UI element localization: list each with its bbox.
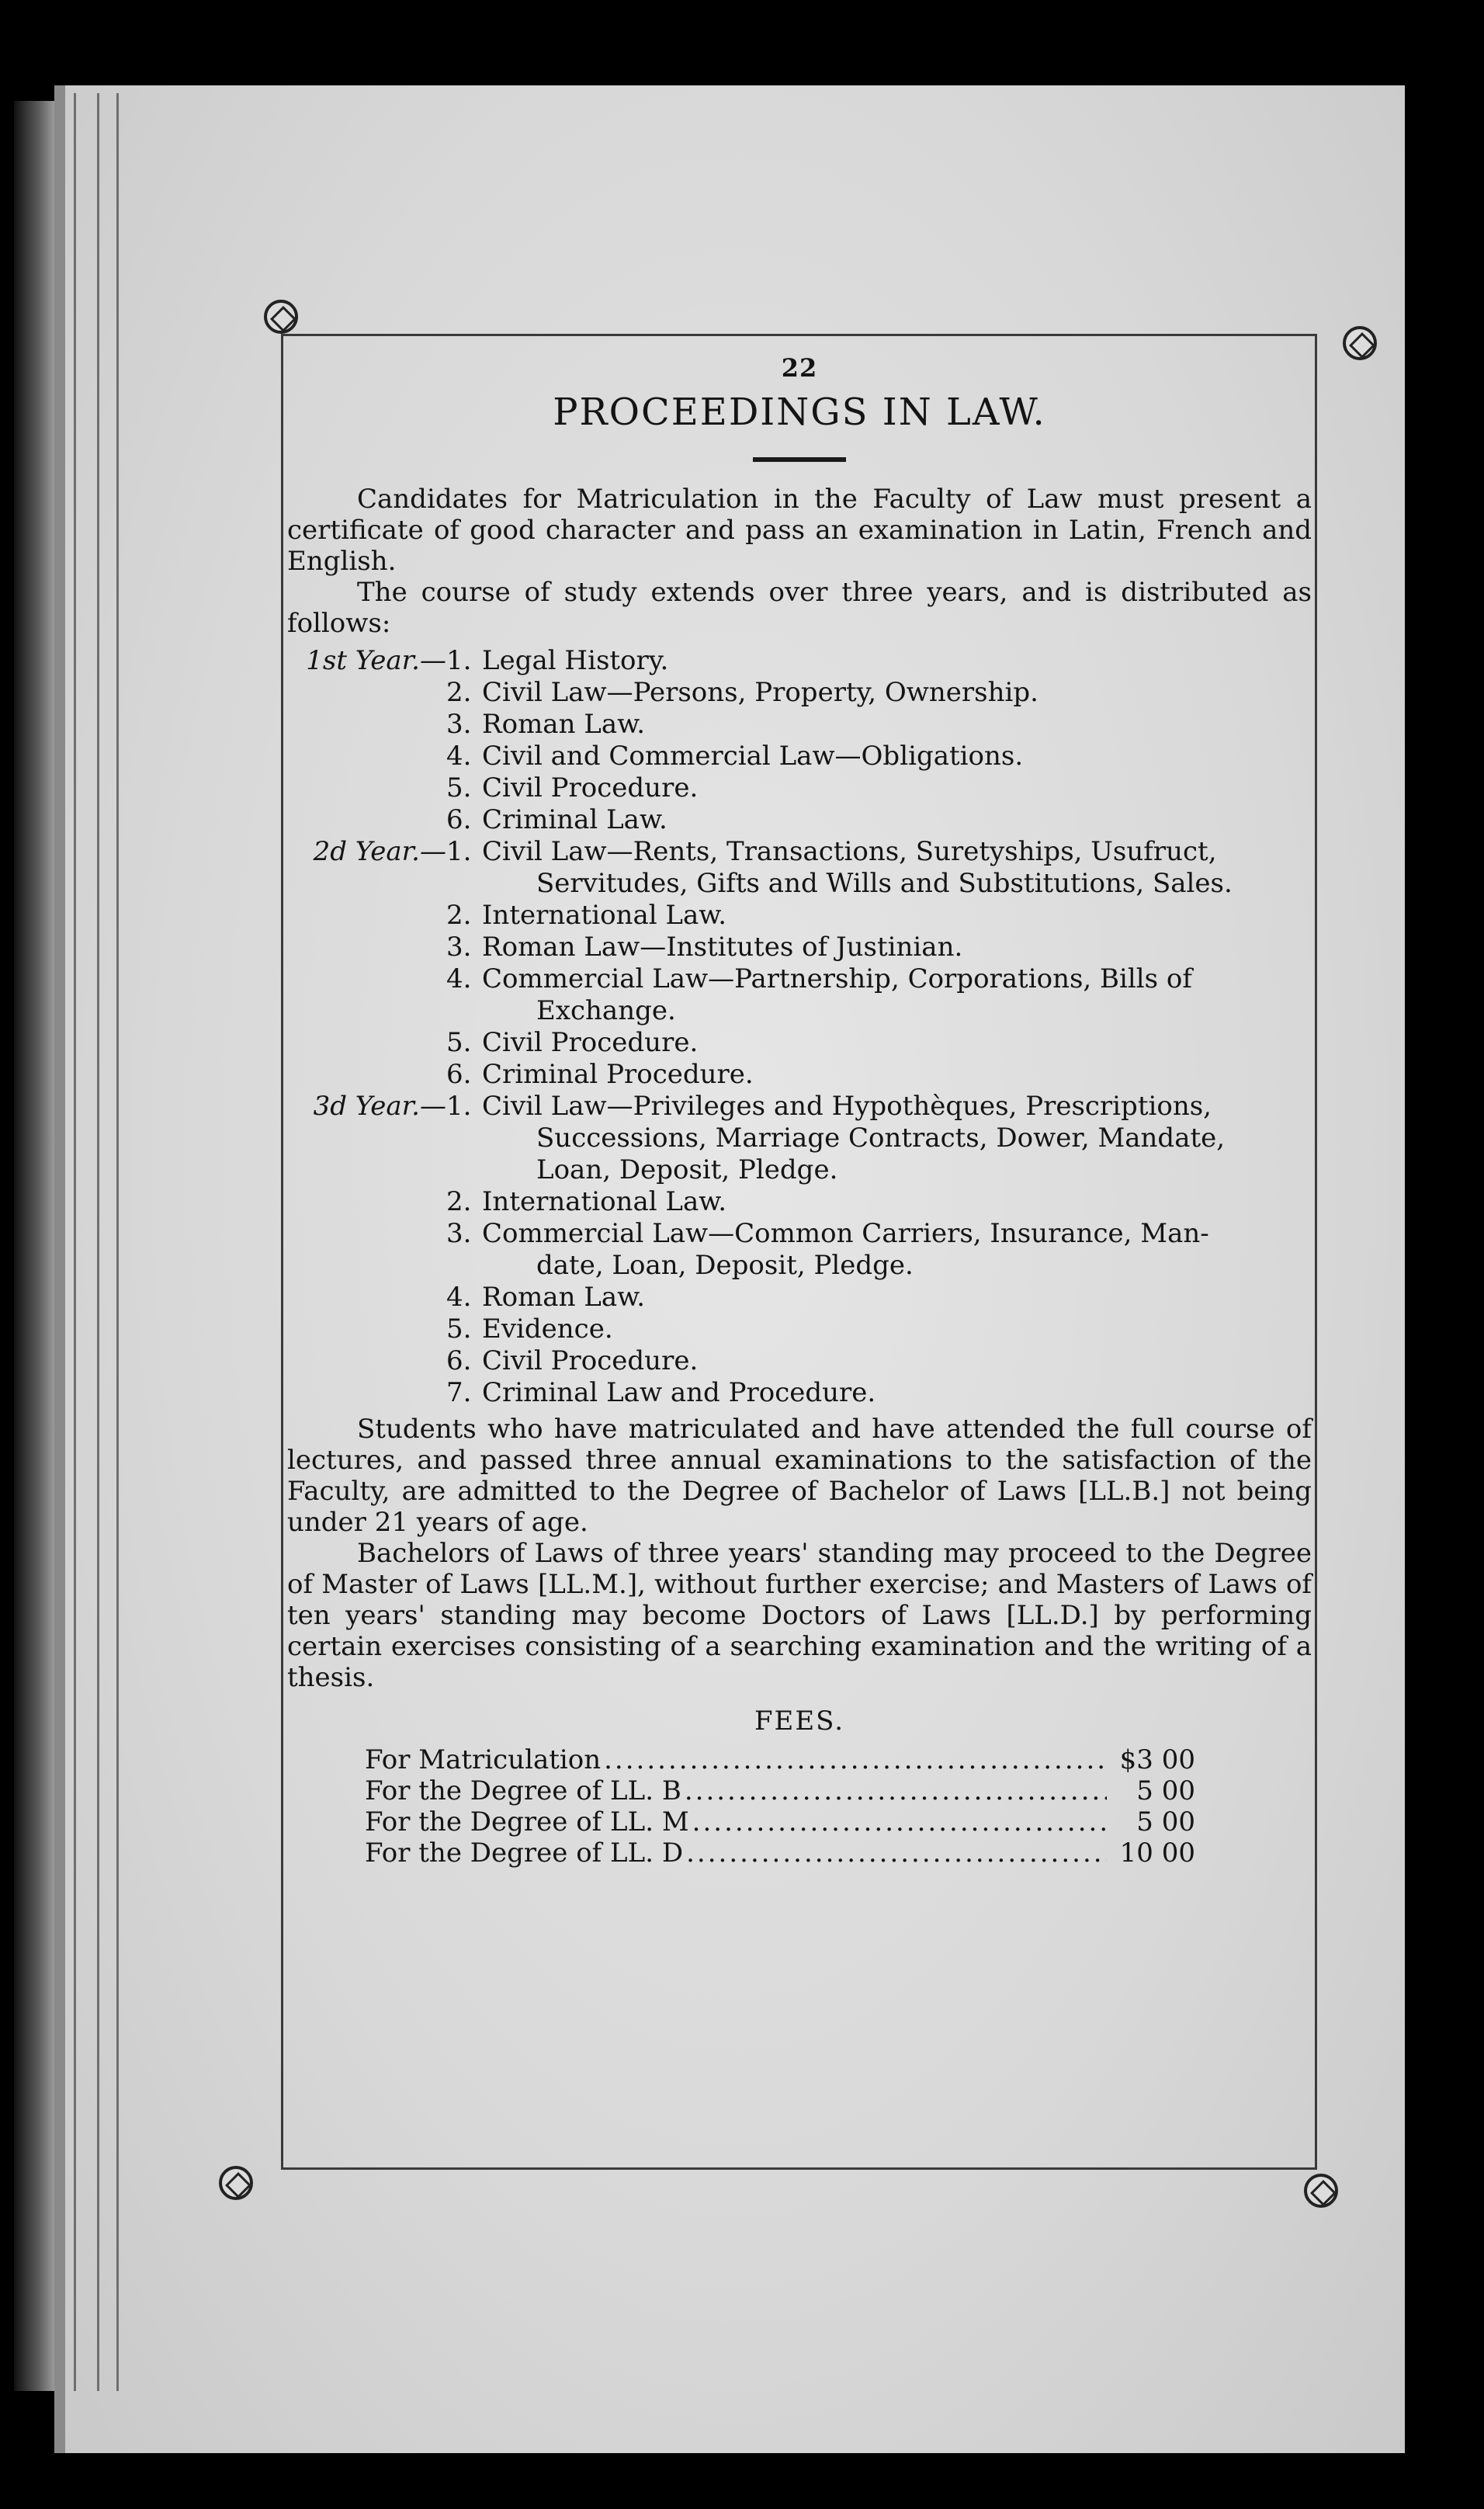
- course-name: International Law.: [482, 1186, 727, 1217]
- list-item: [287, 645, 1312, 677]
- year-label: 2d Year.—: [313, 836, 446, 867]
- item-number: 2.: [446, 677, 472, 708]
- list-item: [287, 1345, 1312, 1377]
- corner-ornament-icon: [1304, 2174, 1338, 2208]
- item-number: 4.: [446, 963, 472, 994]
- corner-ornament-icon: [1343, 326, 1377, 360]
- course-name: Criminal Law.: [482, 804, 667, 835]
- course-name: Criminal Procedure.: [482, 1059, 754, 1090]
- item-number: 4.: [446, 1282, 472, 1313]
- fee-label: For Matriculation: [365, 1744, 602, 1775]
- list-item: [287, 1377, 1312, 1409]
- list-item: [287, 963, 1312, 1027]
- page-edge-line: [97, 93, 99, 2391]
- corner-ornament-icon: [219, 2166, 253, 2200]
- course-name: Legal History.: [482, 645, 669, 676]
- course-name: Roman Law.: [482, 709, 646, 740]
- list-item: [287, 1282, 1312, 1313]
- item-number: 5.: [446, 772, 472, 803]
- page-edge-line: [74, 93, 76, 2391]
- item-number: 3.: [446, 709, 472, 740]
- course-name: Roman Law.: [482, 1282, 646, 1313]
- table-row: [365, 1838, 1195, 1869]
- list-item: [287, 1313, 1312, 1345]
- master-doctor-paragraph: Bachelors of Laws of three years' standing may proceed to the Degree of Master of Laws [LL.M.], without further exercise; and Masters of Laws of ten years' standing may become Doctors of Laws [LL.D.] by performing certain exercises consisting of a searching examination and the writing of a thesis.: [287, 1538, 1312, 1693]
- course-name: Criminal Law and Procedure.: [482, 1377, 876, 1408]
- course-paragraph: The course of study extends over three years, and is distributed as follows:: [287, 577, 1312, 639]
- matriculation-paragraph: Candidates for Matriculation in the Faculty of Law must present a certificate of good character and pass an examination in Latin, French and English.: [287, 484, 1312, 577]
- table-row: [365, 1806, 1195, 1838]
- item-number: 6.: [446, 1345, 472, 1376]
- page-content: [287, 353, 1312, 1869]
- corner-ornament-icon: [264, 300, 298, 334]
- fee-label: For the Degree of LL. B: [365, 1775, 681, 1806]
- list-item: [287, 900, 1312, 932]
- list-item: [287, 1027, 1312, 1059]
- fee-amount: 10 00: [1119, 1838, 1195, 1869]
- course-name: Commercial Law—Partnership, Corporations, Bills of Exchange.: [482, 963, 1192, 1026]
- list-item: [287, 932, 1312, 963]
- item-number: 5.: [446, 1313, 472, 1345]
- leader-dots: [604, 1744, 1107, 1775]
- leader-dots: [692, 1806, 1107, 1838]
- fee-label: For the Degree of LL. M: [365, 1806, 689, 1838]
- page-title: PROCEEDINGS IN LAW.: [553, 390, 1046, 434]
- list-item: [287, 1091, 1312, 1186]
- list-item: [287, 804, 1312, 836]
- course-name: Civil Procedure.: [482, 1345, 699, 1376]
- leader-dots: [685, 1775, 1107, 1806]
- item-number: 5.: [446, 1027, 472, 1058]
- item-number: 1.: [446, 836, 472, 867]
- leader-dots: [686, 1838, 1107, 1869]
- bachelor-paragraph: Students who have matriculated and have attended the full course of lectures, and passed three annual examinations to the satisfaction of the Faculty, are admitted to the Degree of Bachelor of Laws [LL.B.] not being under 21 years of age.: [287, 1414, 1312, 1538]
- course-name: Civil and Commercial Law—Obligations.: [482, 741, 1024, 772]
- page-number: 22: [781, 353, 818, 383]
- item-number: 7.: [446, 1377, 472, 1408]
- item-number: 2.: [446, 900, 472, 931]
- course-name: Commercial Law—Common Carriers, Insurance, Man- date, Loan, Deposit, Pledge.: [482, 1218, 1209, 1281]
- fees-table: [365, 1744, 1195, 1869]
- course-name: Evidence.: [482, 1313, 613, 1345]
- year-label: 1st Year.—: [306, 645, 446, 676]
- item-number: 1.: [446, 645, 472, 676]
- binding-shadow: [14, 101, 54, 2391]
- item-number: 3.: [446, 1218, 472, 1249]
- curriculum-list: [287, 645, 1312, 1409]
- title-rule: [753, 457, 846, 462]
- list-item: [287, 1059, 1312, 1091]
- table-row: [365, 1744, 1195, 1775]
- item-number: 6.: [446, 804, 472, 835]
- page-edge-line: [116, 93, 119, 2391]
- fees-heading: FEES.: [754, 1706, 845, 1737]
- list-item: [287, 709, 1312, 741]
- fee-amount: 5 00: [1136, 1806, 1195, 1838]
- fee-label: For the Degree of LL. D: [365, 1838, 684, 1869]
- course-name: Civil Law—Rents, Transactions, Suretyships, Usufruct, Servitudes, Gifts and Wills and Substitutions, Sales.: [482, 836, 1233, 899]
- item-number: 6.: [446, 1059, 472, 1090]
- fee-amount: $3 00: [1119, 1744, 1195, 1775]
- fee-amount: 5 00: [1136, 1775, 1195, 1806]
- item-number: 2.: [446, 1186, 472, 1217]
- list-item: [287, 1218, 1312, 1282]
- list-item: [287, 1186, 1312, 1218]
- table-row: [365, 1775, 1195, 1806]
- course-name: Civil Law—Privileges and Hypothèques, Prescriptions, Successions, Marriage Contracts, Dower, Mandate, Loan, Deposit, Pledge.: [482, 1091, 1226, 1185]
- course-name: Civil Procedure.: [482, 1027, 699, 1058]
- list-item: [287, 741, 1312, 772]
- list-item: [287, 677, 1312, 709]
- course-name: Civil Procedure.: [482, 772, 699, 803]
- item-number: 3.: [446, 932, 472, 963]
- list-item: [287, 772, 1312, 804]
- year-label: 3d Year.—: [313, 1091, 446, 1122]
- item-number: 1.: [446, 1091, 472, 1122]
- course-name: International Law.: [482, 900, 727, 931]
- course-name: Roman Law—Institutes of Justinian.: [482, 932, 963, 963]
- list-item: [287, 836, 1312, 900]
- item-number: 4.: [446, 741, 472, 772]
- course-name: Civil Law—Persons, Property, Ownership.: [482, 677, 1038, 708]
